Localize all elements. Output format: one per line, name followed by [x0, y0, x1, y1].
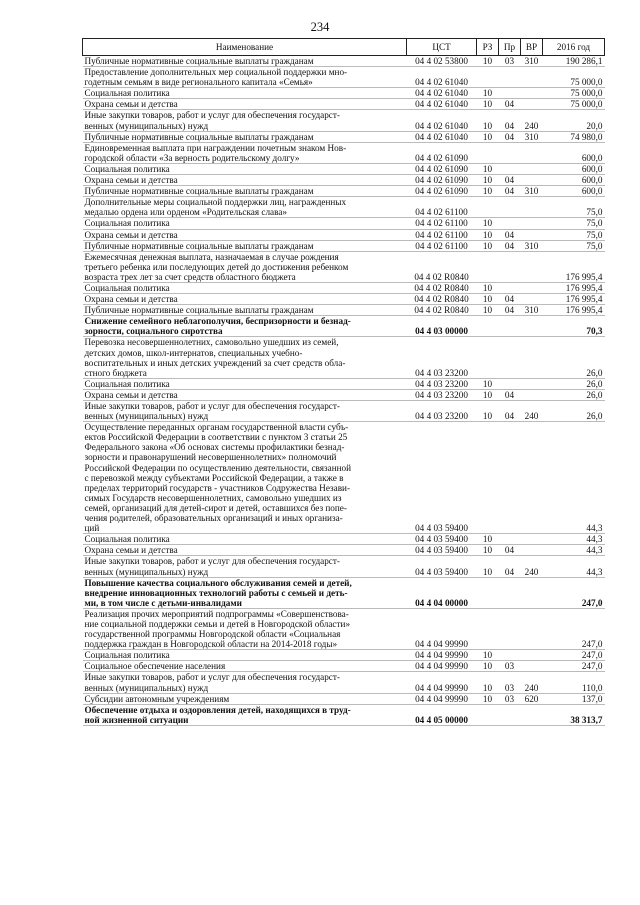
cell-pr: 03	[504, 56, 515, 66]
cell-pr: 04	[504, 305, 515, 316]
cell-vr: 240	[524, 682, 539, 693]
cell-cst: 04 4 02 61100	[415, 229, 468, 240]
cell-vr	[521, 545, 543, 556]
cell-sum: 75,0	[586, 229, 603, 240]
cell-rz: 10	[482, 131, 493, 142]
cell-rz	[477, 197, 499, 218]
cell-rz: 10	[482, 389, 493, 400]
cell-cst: 04 4 02 61040	[415, 77, 468, 88]
cell-name: Обеспечение отдыха и оздоровления детей, находящихся в труд- ной жизненной ситуации	[84, 704, 351, 725]
cell-name: Публичные нормативные социальные выплаты гражданам	[84, 131, 314, 142]
cell-rz: 10	[482, 411, 493, 422]
cell-cst: 04 4 03 23200	[415, 378, 468, 389]
table-row	[83, 110, 605, 131]
table-row	[83, 56, 605, 67]
cell-pr: 04	[504, 294, 515, 305]
cell-vr: 240	[524, 411, 539, 422]
header-year: 2016 год	[543, 39, 605, 56]
cell-vr	[521, 197, 543, 218]
table-row	[83, 251, 605, 282]
header-vr: ВР	[521, 39, 543, 56]
table-row	[83, 163, 605, 174]
cell-pr: 04	[504, 389, 515, 400]
cell-rz: 10	[482, 120, 493, 131]
cell-name: Социальное обеспечение населения	[84, 661, 226, 672]
table-row	[83, 422, 605, 534]
cell-pr	[499, 534, 521, 545]
cell-sum: 110,0	[582, 682, 603, 693]
cell-pr: 04	[504, 120, 515, 131]
cell-vr: 310	[524, 305, 539, 316]
cell-cst: 04 4 02 61090	[415, 186, 468, 197]
cell-vr	[521, 175, 543, 186]
cell-vr	[521, 389, 543, 400]
cell-vr	[521, 99, 543, 110]
cell-pr: 04	[504, 411, 515, 422]
table-row	[83, 704, 605, 725]
cell-pr: 03	[504, 693, 515, 704]
cell-sum: 26,0	[586, 367, 603, 378]
table-row	[83, 294, 605, 305]
cell-vr	[521, 422, 543, 534]
cell-cst: 04 4 02 61040	[415, 88, 468, 99]
table-row	[83, 240, 605, 251]
cell-cst: 04 4 02 61090	[415, 175, 468, 186]
header-rz: РЗ	[477, 39, 499, 56]
cell-sum: 44,3	[586, 566, 603, 577]
cell-rz: 10	[482, 218, 493, 229]
cell-sum: 75 000,0	[570, 88, 603, 99]
cell-cst: 04 4 03 00000	[415, 326, 468, 337]
cell-rz: 10	[482, 534, 493, 545]
cell-name: Реализация прочих мероприятий подпрограммы «Совершенствова- ние социальной поддержки семьи и детей в Новгородской области» государственной программы Новгородской области «Социальная поддержка граждан в Новгородской области на 2014-2018 годы»	[84, 608, 351, 650]
table-row	[83, 337, 605, 378]
cell-name: Ежемесячная денежная выплата, назначаемая в случае рождения третьего ребенка или последующих детей до достижения ребенком возраста трех лет за счет средств областного бюджета	[84, 251, 349, 282]
cell-cst: 04 4 02 R0840	[414, 271, 469, 282]
cell-name: Охрана семьи и детства	[84, 389, 178, 400]
cell-vr	[521, 337, 543, 378]
cell-vr	[521, 650, 543, 661]
cell-sum: 75,0	[586, 218, 603, 229]
cell-cst: 04 4 04 99990	[415, 682, 468, 693]
cell-vr: 310	[524, 56, 539, 66]
table-row	[83, 650, 605, 661]
cell-sum: 75 000,0	[570, 99, 603, 110]
cell-name: Иные закупки товаров, работ и услуг для обеспечения государст- венных (муниципальных) нужд	[84, 401, 340, 422]
cell-sum: 190 286,1	[565, 56, 603, 66]
cell-cst: 04 4 02 61040	[415, 120, 468, 131]
table-body	[83, 56, 605, 726]
cell-rz	[477, 577, 499, 608]
table-row	[83, 197, 605, 218]
cell-cst: 04 4 02 61100	[415, 240, 468, 251]
table-row	[83, 556, 605, 577]
cell-vr	[521, 534, 543, 545]
cell-sum: 247,0	[581, 650, 603, 661]
cell-vr: 310	[524, 131, 539, 142]
cell-vr: 310	[524, 240, 539, 251]
cell-rz	[477, 316, 499, 337]
table-row	[83, 545, 605, 556]
cell-cst: 04 4 02 61100	[415, 207, 468, 218]
cell-pr	[499, 251, 521, 282]
cell-name: Иные закупки товаров, работ и услуг для обеспечения государст- венных (муниципальных) нужд	[84, 556, 340, 577]
cell-rz	[477, 422, 499, 534]
cell-pr: 04	[504, 131, 515, 142]
cell-name: Охрана семьи и детства	[84, 545, 178, 556]
cell-name: Охрана семьи и детства	[84, 294, 178, 305]
cell-rz: 10	[482, 99, 493, 110]
table-row	[83, 142, 605, 163]
table-row	[83, 186, 605, 197]
cell-pr: 04	[504, 240, 515, 251]
cell-rz: 10	[482, 175, 493, 186]
cell-rz: 10	[482, 88, 493, 99]
cell-rz: 10	[482, 56, 493, 66]
cell-pr	[499, 142, 521, 163]
cell-rz: 10	[482, 294, 493, 305]
cell-pr: 03	[504, 682, 515, 693]
cell-sum: 247,0	[581, 661, 603, 672]
cell-sum: 137,0	[581, 693, 603, 704]
cell-vr	[521, 577, 543, 608]
cell-sum: 26,0	[586, 389, 603, 400]
cell-name: Охрана семьи и детства	[84, 99, 178, 110]
cell-pr: 04	[504, 186, 515, 197]
cell-pr: 03	[504, 661, 515, 672]
cell-rz	[477, 337, 499, 378]
table-row	[83, 389, 605, 400]
cell-name: Публичные нормативные социальные выплаты гражданам	[84, 56, 314, 66]
cell-sum: 600,0	[581, 152, 603, 163]
cell-sum: 44,3	[586, 545, 603, 556]
cell-sum: 74 980,0	[570, 131, 603, 142]
cell-rz: 10	[482, 186, 493, 197]
budget-table	[82, 38, 605, 726]
cell-cst: 04 4 02 61100	[415, 218, 468, 229]
cell-name: Единовременная выплата при награждении почетным знаком Нов- городской области «За верность родительскому долгу»	[84, 142, 347, 163]
cell-name: Публичные нормативные социальные выплаты гражданам	[84, 186, 314, 197]
table-header	[83, 39, 605, 56]
cell-cst: 04 4 03 59400	[415, 545, 468, 556]
cell-name: Осуществление переданных органам государственной власти субъ- ектов Российской Федерации в соответствии с пунктом 3 статьи 25 Федерального закона «Об основах системы профилактики безнад- зорности и правонарушений несовершеннолетних» полномочий Российской Федерации по осуществлению деятельности, связанной с перевозкой между субъектами Российской Федерации, а также в пределах территорий государств - участников Содружества Незави- симых Государств несовершеннолетних, самовольно ушедших из семей, организаций для детей-сирот и детей, оставшихся без попе- чения родителей, образовательных организаций и иных организа- ций	[84, 422, 352, 534]
cell-cst: 04 4 02 53800	[415, 56, 468, 66]
cell-vr	[521, 251, 543, 282]
cell-sum: 600,0	[581, 186, 603, 197]
cell-rz	[477, 67, 499, 88]
cell-sum: 247,0	[581, 597, 603, 608]
cell-pr: 04	[504, 99, 515, 110]
cell-cst: 04 4 02 R0840	[414, 294, 469, 305]
cell-vr: 240	[524, 120, 539, 131]
cell-vr	[521, 294, 543, 305]
cell-pr: 04	[504, 545, 515, 556]
cell-cst: 04 4 03 59400	[415, 566, 468, 577]
cell-sum: 75,0	[586, 207, 603, 218]
cell-name: Субсидии автономным учреждениям	[84, 693, 230, 704]
cell-sum: 75,0	[586, 240, 603, 251]
cell-cst: 04 4 03 59400	[415, 523, 468, 534]
page-number: 234	[310, 20, 330, 34]
table-row	[83, 305, 605, 316]
cell-name: Охрана семьи и детства	[84, 175, 178, 186]
header-name: Наименование	[83, 39, 407, 56]
cell-sum: 247,0	[581, 639, 603, 650]
cell-name: Дополнительные меры социальной поддержки лиц, награжденных медалью ордена или орденом «Родительская слава»	[84, 197, 347, 218]
cell-sum: 176 995,4	[565, 294, 603, 305]
cell-vr	[521, 378, 543, 389]
cell-sum: 44,3	[586, 523, 603, 534]
cell-pr	[499, 218, 521, 229]
cell-name: Публичные нормативные социальные выплаты гражданам	[84, 305, 314, 316]
cell-cst: 04 4 04 99990	[415, 650, 468, 661]
cell-pr	[499, 704, 521, 725]
table-row	[83, 401, 605, 422]
cell-vr	[521, 163, 543, 174]
table-row	[83, 378, 605, 389]
table-row	[83, 661, 605, 672]
table-row	[83, 229, 605, 240]
table-row	[83, 88, 605, 99]
cell-pr: 04	[504, 175, 515, 186]
cell-name: Иные закупки товаров, работ и услуг для обеспечения государст- венных (муниципальных) нужд	[84, 110, 340, 131]
cell-cst: 04 4 03 23200	[415, 411, 468, 422]
cell-cst: 04 4 02 R0840	[414, 305, 469, 316]
table-row	[83, 316, 605, 337]
cell-cst: 04 4 03 23200	[415, 389, 468, 400]
table-row	[83, 534, 605, 545]
cell-vr: 310	[524, 186, 539, 197]
cell-sum: 600,0	[581, 163, 603, 174]
cell-cst: 04 4 04 00000	[415, 597, 468, 608]
cell-name: Снижение семейного неблагополучия, беспризорности и безнад- зорности, социального сиротства	[84, 316, 351, 337]
cell-vr	[521, 608, 543, 649]
cell-name: Социальная политика	[84, 534, 170, 545]
cell-rz: 10	[482, 566, 493, 577]
cell-name: Иные закупки товаров, работ и услуг для обеспечения государст- венных (муниципальных) нужд	[84, 672, 340, 693]
cell-rz: 10	[482, 682, 493, 693]
cell-name: Предоставление дополнительных мер социальной поддержки мно- годетным семьям в виде регионального капитала «Семья»	[84, 67, 348, 88]
cell-sum: 176 995,4	[565, 282, 603, 293]
cell-rz: 10	[482, 650, 493, 661]
table-row	[83, 175, 605, 186]
cell-vr	[521, 218, 543, 229]
cell-rz: 10	[482, 229, 493, 240]
cell-pr: 04	[504, 566, 515, 577]
table-row	[83, 577, 605, 608]
cell-vr	[521, 142, 543, 163]
cell-cst: 04 4 02 61090	[415, 163, 468, 174]
cell-vr: 240	[524, 566, 539, 577]
cell-rz: 10	[482, 282, 493, 293]
cell-vr	[521, 229, 543, 240]
cell-name: Социальная политика	[84, 163, 170, 174]
cell-pr	[499, 197, 521, 218]
table-row	[83, 67, 605, 88]
cell-vr	[521, 661, 543, 672]
cell-rz: 10	[482, 693, 493, 704]
cell-sum: 26,0	[586, 411, 603, 422]
cell-vr	[521, 316, 543, 337]
cell-cst: 04 4 05 00000	[415, 714, 468, 725]
table-row	[83, 218, 605, 229]
cell-rz	[477, 142, 499, 163]
cell-pr	[499, 378, 521, 389]
cell-name: Социальная политика	[84, 378, 170, 389]
cell-sum: 26,0	[586, 378, 603, 389]
cell-sum: 38 313,7	[570, 714, 603, 725]
table-row	[83, 672, 605, 693]
cell-cst: 04 4 02 R0840	[414, 282, 469, 293]
cell-name: Перевозка несовершеннолетних, самовольно ушедших из семей, детских домов, школ-интернатов, специальных учебно- воспитательных и иных детских учреждений за счет средств обла- стного бюджета	[84, 337, 346, 378]
cell-rz: 10	[482, 305, 493, 316]
cell-pr	[499, 282, 521, 293]
cell-rz	[477, 704, 499, 725]
cell-cst: 04 4 04 99990	[415, 693, 468, 704]
cell-name: Социальная политика	[84, 218, 170, 229]
cell-cst: 04 4 03 59400	[415, 534, 468, 545]
cell-rz	[477, 608, 499, 649]
table-row	[83, 282, 605, 293]
header-cst: ЦСТ	[407, 39, 477, 56]
cell-vr	[521, 282, 543, 293]
cell-cst: 04 4 04 99990	[415, 661, 468, 672]
table-row	[83, 693, 605, 704]
cell-sum: 70,3	[586, 326, 603, 337]
cell-rz: 10	[482, 378, 493, 389]
table-row	[83, 608, 605, 649]
cell-cst: 04 4 02 61040	[415, 131, 468, 142]
table-row	[83, 99, 605, 110]
cell-name: Социальная политика	[84, 88, 170, 99]
cell-pr	[499, 577, 521, 608]
cell-cst: 04 4 02 61040	[415, 99, 468, 110]
cell-name: Охрана семьи и детства	[84, 229, 178, 240]
cell-name: Публичные нормативные социальные выплаты гражданам	[84, 240, 314, 251]
cell-sum: 176 995,4	[565, 305, 603, 316]
cell-pr	[499, 422, 521, 534]
cell-vr	[521, 67, 543, 88]
cell-pr	[499, 163, 521, 174]
cell-rz: 10	[482, 545, 493, 556]
cell-rz: 10	[482, 163, 493, 174]
cell-rz: 10	[482, 661, 493, 672]
cell-pr	[499, 608, 521, 649]
cell-vr	[521, 88, 543, 99]
cell-name: Повышение качества социального обслуживания семей и детей, внедрение инновационных технологий работы с семьей и деть- ми, в том числе с детьми-инвалидами	[84, 577, 352, 608]
cell-pr	[499, 88, 521, 99]
cell-cst: 04 4 02 61090	[415, 152, 468, 163]
cell-vr: 620	[524, 693, 539, 704]
cell-vr	[521, 704, 543, 725]
cell-pr	[499, 650, 521, 661]
cell-rz	[477, 251, 499, 282]
cell-sum: 600,0	[581, 175, 603, 186]
cell-sum: 44,3	[586, 534, 603, 545]
cell-name: Социальная политика	[84, 650, 170, 661]
cell-rz: 10	[482, 240, 493, 251]
cell-pr	[499, 67, 521, 88]
cell-sum: 176 995,4	[565, 271, 603, 282]
cell-sum: 20,0	[586, 120, 603, 131]
cell-cst: 04 4 04 99990	[415, 639, 468, 650]
cell-pr	[499, 316, 521, 337]
table-row	[83, 131, 605, 142]
header-pr: Пр	[499, 39, 521, 56]
cell-name: Социальная политика	[84, 282, 170, 293]
cell-cst: 04 4 03 23200	[415, 367, 468, 378]
cell-sum: 75 000,0	[570, 77, 603, 88]
cell-pr: 04	[504, 229, 515, 240]
cell-pr	[499, 337, 521, 378]
